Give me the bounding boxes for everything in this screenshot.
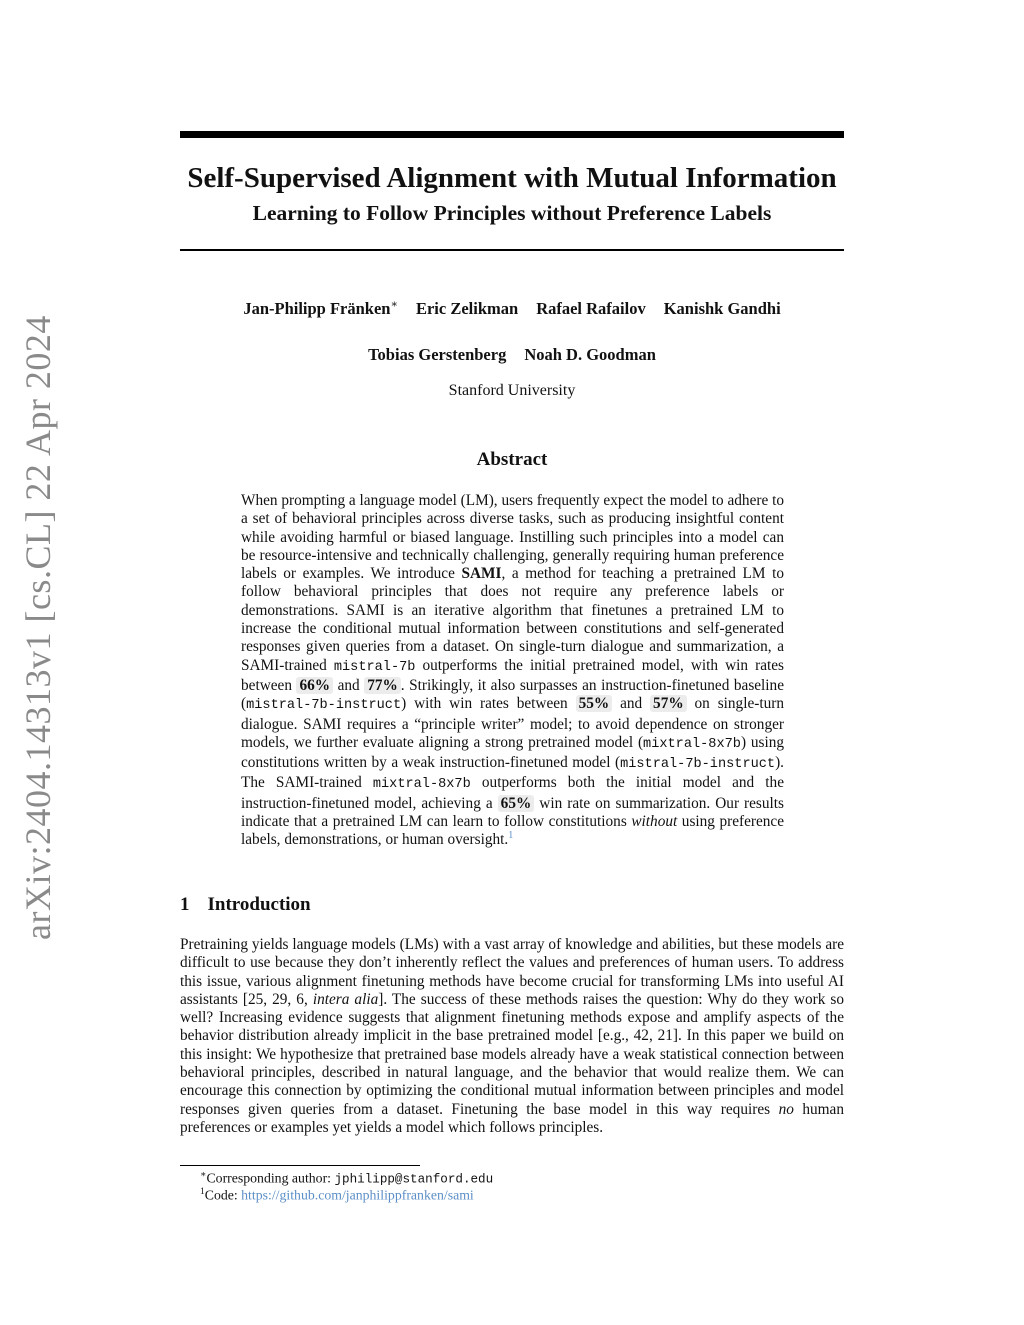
abstract-text: When prompting a language model (LM), users frequently expect the model to adhere to a set of behavioral principles across diverse tasks, such as producing insightful content while avoiding harmful or biased language. Instilling such principles into a model can be resource-intensive and technically challenging, generally requiring human preference labels or examples. We introduce	[241, 492, 784, 583]
win-rate-highlight: 77%	[364, 677, 401, 694]
author-row-2	[150, 345, 874, 365]
abstract-text: ) using constitutions written by a weak instruction-finetuned model (	[241, 733, 784, 772]
abstract-text: using preference labels, demonstrations, or human oversight.	[241, 813, 785, 849]
footnote-rule	[180, 1165, 420, 1166]
section-title: Introduction	[207, 894, 311, 915]
intro-text: Pretraining yields language models (LMs) with a vast array of knowledge and abilities, but these models are difficult to use because they don’t inherently reflect the values and preferences of human users. To address this issue, various alignment finetuning methods have become crucial for transforming LMs into useful AI assistants [25, 29, 6,	[180, 936, 844, 1008]
section-heading	[180, 894, 311, 916]
author-name: Eric Zelikman	[415, 298, 519, 318]
abstract-text: win rate on summarization. Our results indicate that a pretrained LM can learn to follow constitutions	[241, 794, 784, 831]
author-email[interactable]: jphilipp@stanford.edu	[334, 1172, 494, 1187]
author-name: Kanishk Gandhi	[663, 298, 781, 318]
footnote-mark: 1	[200, 1187, 205, 1197]
author-name: Tobias Gerstenberg	[368, 345, 507, 364]
win-rate-highlight: 57%	[650, 695, 687, 712]
footnote-link[interactable]: 1	[508, 830, 514, 842]
title-top-rule	[180, 131, 844, 138]
abstract-text: and	[333, 676, 365, 694]
abstract-heading: Abstract	[476, 449, 548, 470]
author-name-text: Jan-Philipp Fränken	[243, 298, 391, 318]
introduction-paragraph	[180, 936, 844, 1137]
footnote-code	[200, 1187, 474, 1204]
author-name	[243, 299, 398, 318]
abstract-text: . Strikingly, it also surpasses an instruction-finetuned baseline (	[241, 676, 784, 713]
model-name-code: mistral-7b	[333, 659, 416, 675]
section-number: 1	[180, 894, 190, 915]
method-name: SAMI	[461, 565, 502, 583]
footnote-label: Corresponding author:	[206, 1170, 335, 1186]
footnote-label: Code:	[204, 1187, 242, 1203]
intro-text: ]. The success of these methods raises the question: Why do they work so well? Increasing evidence suggests that alignment finetuning methods expose and amplify aspects of the behavior distribution already implicit in the base pretrained model [e.g., 42, 21]. In this paper we build on this insight: We hypothesize that pretrained base models already have a weak statistical connection between behavioral principles, described in natural language, and the behavior that would realize them. We can encourage this connection by optimizing the conditional mutual information between principles and model responses given queries from a dataset. Finetuning the base model in this way requires	[180, 990, 844, 1118]
affiliation: Stanford University	[448, 382, 576, 399]
model-name-code: mistral-7b-instruct	[620, 757, 776, 773]
model-name-code: mistral-7b-instruct	[246, 698, 402, 714]
abstract-text: ). The SAMI-trained	[241, 754, 784, 792]
code-url-link[interactable]: https://github.com/janphilippfranken/sami	[241, 1187, 474, 1203]
footnote-mark: ∗	[200, 1170, 207, 1180]
abstract-text: outperforms both the initial model and the instruction-finetuned model, achieving a	[241, 774, 784, 812]
author-name: Rafael Rafailov	[536, 298, 646, 318]
intro-text: human preferences or examples yet yields a model which follows principles.	[180, 1100, 844, 1136]
paper-title: Self-Supervised Alignment with Mutual Information	[187, 162, 837, 194]
emphasis-text: intera alia	[312, 990, 379, 1008]
model-name-code: mixtral-8x7b	[372, 777, 471, 793]
emphasis-text: no	[778, 1100, 794, 1118]
abstract-text: ) with win rates between	[401, 695, 576, 713]
win-rate-highlight: 55%	[576, 695, 613, 712]
arxiv-sidebar-stamp: arXiv:2404.14313v1 [cs.CL] 22 Apr 2024	[18, 315, 58, 940]
footnote-corresponding	[200, 1169, 493, 1187]
author-name: Noah D. Goodman	[524, 345, 656, 364]
model-name-code: mixtral-8x7b	[643, 736, 741, 752]
paper-subtitle: Learning to Follow Principles without Preference Labels	[252, 201, 772, 225]
abstract-text: , a method for teaching a pretrained LM to follow behavioral principles that does not require any preference labels or demonstrations. SAMI is an iterative algorithm that finetunes a pretrained LM to increase the conditional mutual information between constitutions and self-generated responses given queries from a dataset. On single-turn dialogue and summarization, a SAMI-trained	[241, 565, 784, 674]
author-row-1	[150, 297, 874, 319]
corresponding-author-mark: ∗	[390, 298, 398, 310]
abstract-text: and	[612, 695, 651, 713]
win-rate-highlight: 66%	[296, 677, 333, 694]
title-bottom-rule	[180, 249, 844, 251]
abstract-text: on single-turn dialogue. SAMI requires a “principle writer” model; to avoid dependence on stronger models, we further evaluate aligning a strong pretrained model (	[241, 695, 784, 751]
win-rate-highlight: 65%	[498, 795, 535, 812]
abstract-text: outperforms the initial pretrained model, with win rates between	[241, 656, 784, 694]
abstract-body	[241, 492, 784, 850]
emphasis-text: without	[631, 813, 678, 831]
